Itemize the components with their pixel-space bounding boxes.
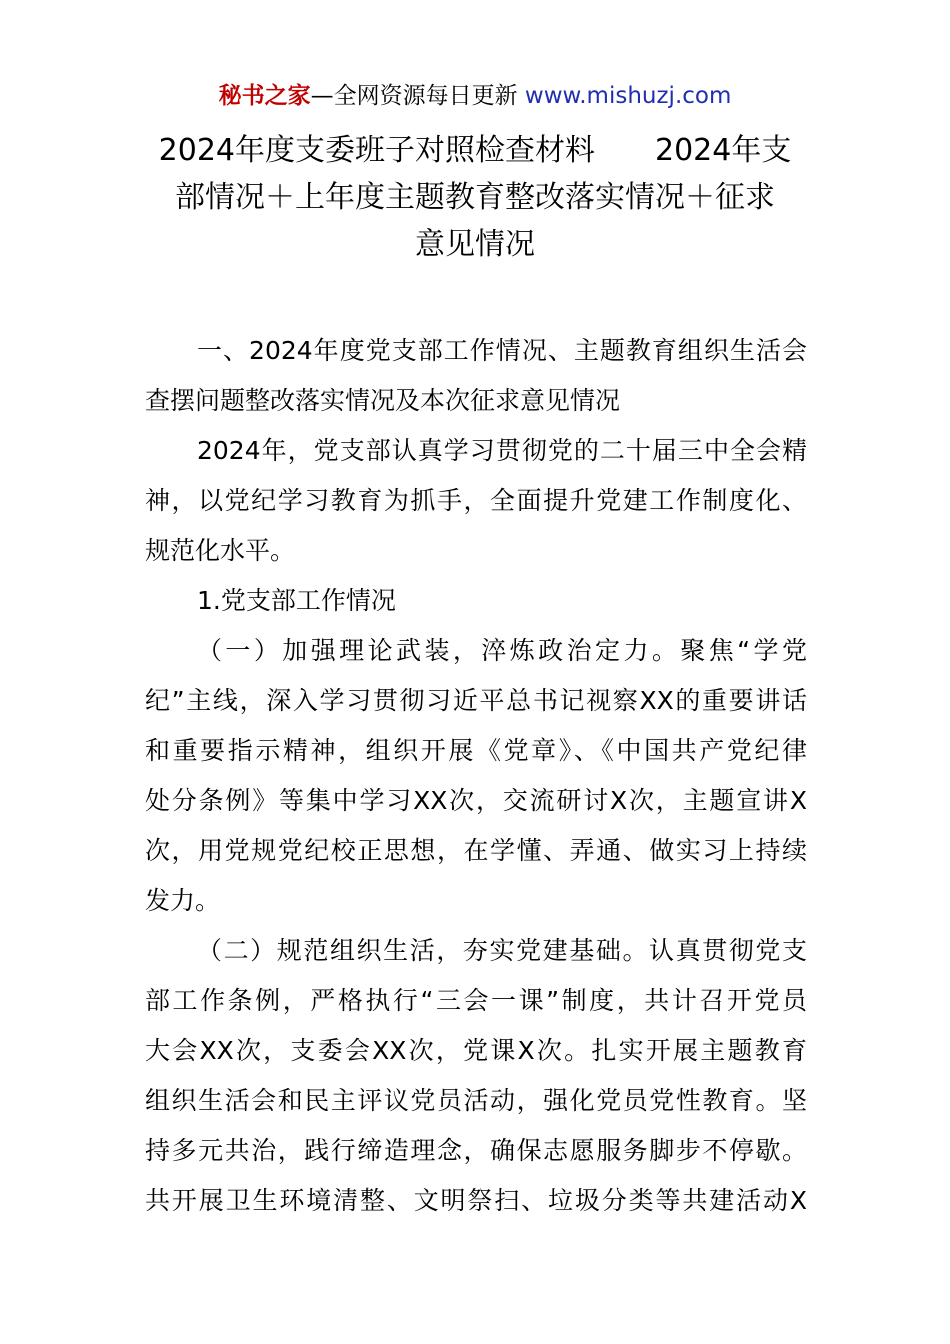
- title-line: 部情况＋上年度主题教育整改落实情况＋征求: [175, 180, 775, 215]
- paragraph-line: 神，以党纪学习教育为抓手，全面提升党建工作制度化、: [145, 486, 807, 515]
- paragraph-line: 规范化水平。: [145, 536, 296, 565]
- paragraph-line: 组织生活会和民主评议党员活动，强化党员党性教育。坚: [145, 1086, 807, 1115]
- paragraph-line: （一）加强理论武装，淬炼政治定力。聚焦“学党: [197, 636, 807, 665]
- header-slogan: —全网资源每日更新: [310, 83, 525, 109]
- paragraph-line: 持多元共治，践行缔造理念，确保志愿服务脚步不停歇。: [145, 1136, 807, 1165]
- site-header: [0, 80, 950, 112]
- document-title: [145, 127, 805, 268]
- title-line: 2024年度支委班子对照检查材料 2024年支: [158, 133, 792, 168]
- paragraph-line: （二）规范组织生活，夯实党建基础。认真贯彻党支: [197, 936, 807, 965]
- section-heading-cont: 查摆问题整改落实情况及本次征求意见情况: [145, 386, 621, 415]
- paragraph-line: 共开展卫生环境清整、文明祭扫、垃圾分类等共建活动X: [145, 1186, 807, 1215]
- site-url[interactable]: www.mishuzj.com: [524, 83, 732, 109]
- paragraph-line: 发力。: [145, 886, 221, 915]
- subsection-heading: 1.党支部工作情况: [197, 586, 396, 615]
- paragraph-line: 大会XX次，支委会XX次，党课X次。扎实开展主题教育: [145, 1036, 807, 1065]
- document-body: [145, 326, 807, 1226]
- paragraph-line: 和重要指示精神，组织开展《党章》、《中国共产党纪律: [145, 736, 807, 765]
- paragraph-line: 次，用党规党纪校正思想，在学懂、弄通、做实习上持续: [145, 836, 807, 865]
- title-line: 意见情况: [415, 227, 535, 262]
- paragraph-line: 处分条例》等集中学习XX次，交流研讨X次，主题宣讲X: [145, 786, 807, 815]
- paragraph-line: 纪”主线，深入学习贯彻习近平总书记视察XX的重要讲话: [145, 686, 807, 715]
- section-heading: 一、2024年度党支部工作情况、主题教育组织生活会: [197, 336, 807, 365]
- paragraph-line: 部工作条例，严格执行“三会一课”制度，共计召开党员: [145, 986, 807, 1015]
- brand-name: 秘书之家: [218, 83, 311, 109]
- paragraph-line: 2024年，党支部认真学习贯彻党的二十届三中全会精: [197, 436, 807, 465]
